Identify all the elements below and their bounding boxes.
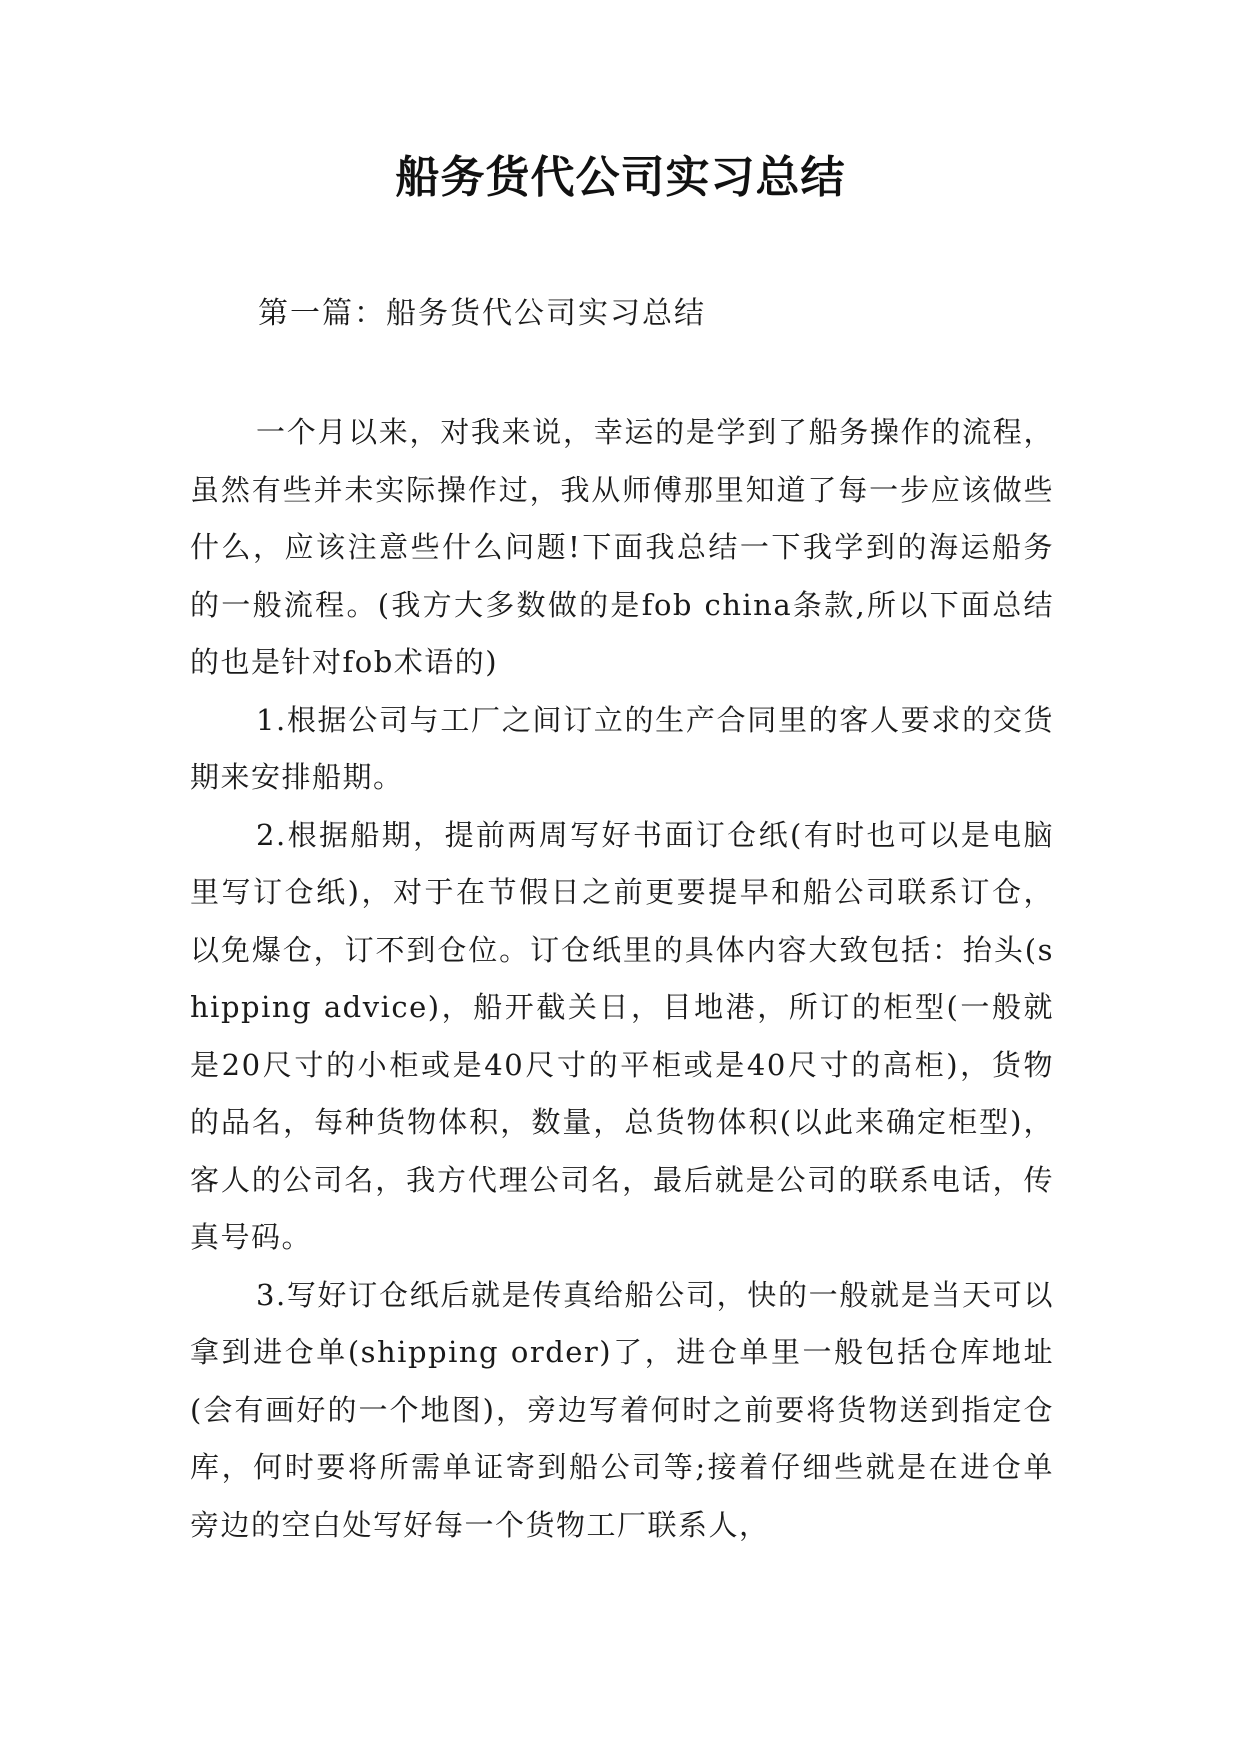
paragraph-step-1: 1.根据公司与工厂之间订立的生产合同里的客人要求的交货期来安排船期。 [190, 702, 1054, 794]
document-title: 船务货代公司实习总结 [395, 152, 846, 203]
document-body [190, 404, 1054, 1554]
paragraph-step-2: 2.根据船期，提前两周写好书面订仓纸(有时也可以是电脑里写订仓纸)，对于在节假日之前更要提早和船公司联系订仓，以免爆仓，订不到仓位。订仓纸里的具体内容大致包括：抬头(shipping advice)，船开截关日，目地港，所订的柜型(一般就是20尺寸的小柜或是40尺寸的平柜或是40尺寸的高柜)，货物的品名，每种货物体积，数量，总货物体积(以此来确定柜型)，客人的公司名，我方代理公司名，最后就是公司的联系电话，传真号码。 [190, 817, 1054, 1254]
paragraph-step-3: 3.写好订仓纸后就是传真给船公司，快的一般就是当天可以拿到进仓单(shipping order)了，进仓单里一般包括仓库地址(会有画好的一个地图)，旁边写着何时之前要将货物送到指定仓库，何时要将所需单证寄到船公司等;接着仔细些就是在进仓单旁边的空白处写好每一个货物工厂联系人， [190, 1277, 1054, 1542]
section-heading: 第一篇：船务货代公司实习总结 [258, 296, 706, 331]
paragraph-intro: 一个月以来，对我来说，幸运的是学到了船务操作的流程，虽然有些并未实际操作过，我从师傅那里知道了每一步应该做些什么，应该注意些什么问题!下面我总结一下我学到的海运船务的一般流程。(我方大多数做的是fob china条款,所以下面总结的也是针对fob术语的) [190, 415, 1054, 679]
